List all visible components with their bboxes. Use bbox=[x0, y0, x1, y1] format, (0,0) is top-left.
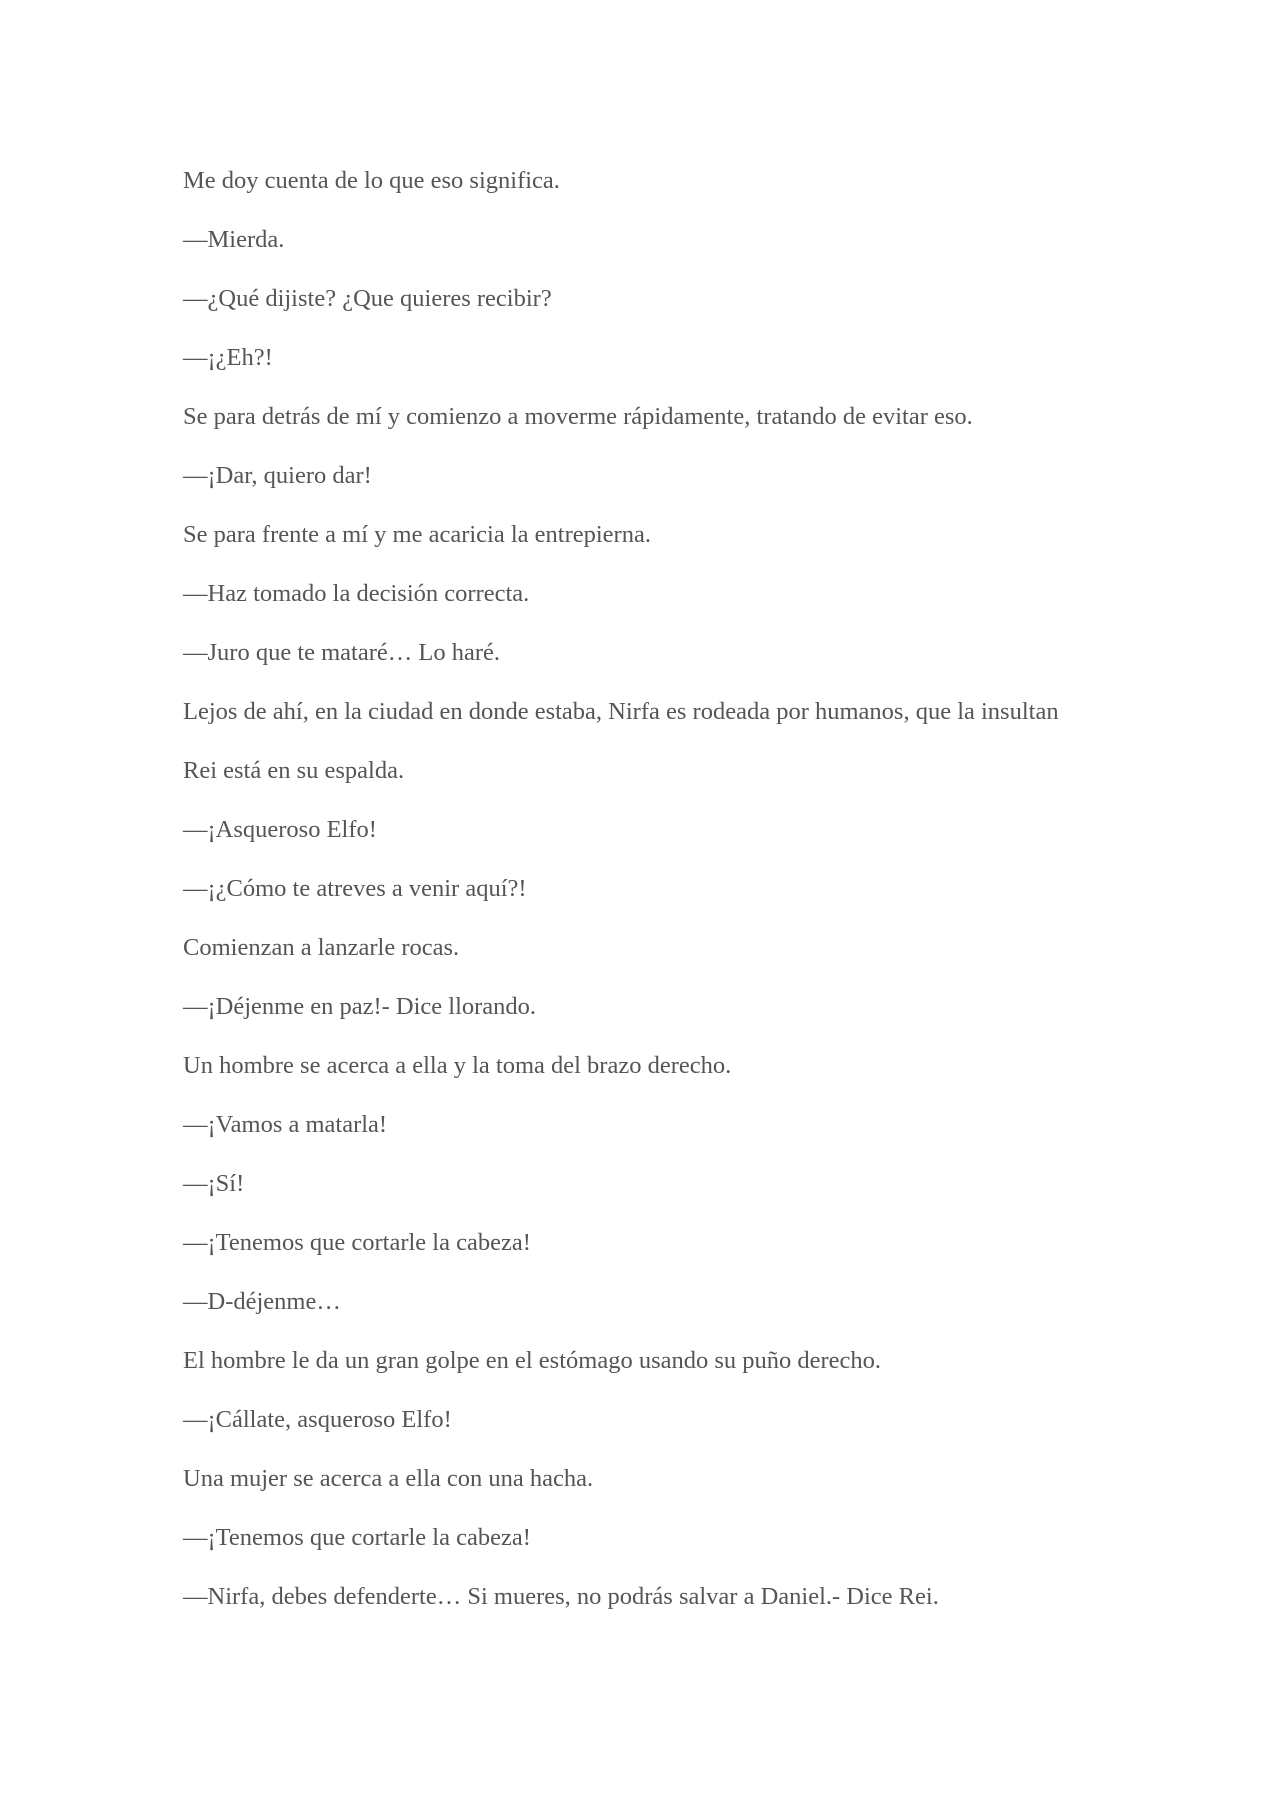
paragraph: Me doy cuenta de lo que eso significa. bbox=[183, 167, 560, 194]
paragraph: —¡Tenemos que cortarle la cabeza! bbox=[183, 1524, 531, 1551]
paragraph: Rei está en su espalda. bbox=[183, 757, 405, 784]
paragraph: El hombre le da un gran golpe en el estómago usando su puño derecho. bbox=[183, 1347, 882, 1374]
paragraph: —¡¿Cómo te atreves a venir aquí?! bbox=[183, 875, 527, 902]
document-body bbox=[183, 160, 1063, 1635]
paragraph: Comienzan a lanzarle rocas. bbox=[183, 934, 460, 961]
paragraph: Lejos de ahí, en la ciudad en donde estaba, Nirfa es rodeada por humanos, que la insultan bbox=[183, 698, 1059, 725]
paragraph: —¡¿Eh?! bbox=[183, 344, 273, 371]
paragraph: —¡Cállate, asqueroso Elfo! bbox=[183, 1406, 452, 1433]
paragraph: —Mierda. bbox=[183, 226, 285, 253]
paragraph: Se para detrás de mí y comienzo a moverme rápidamente, tratando de evitar eso. bbox=[183, 403, 973, 430]
paragraph: Un hombre se acerca a ella y la toma del brazo derecho. bbox=[183, 1052, 732, 1079]
paragraph: —¿Qué dijiste? ¿Que quieres recibir? bbox=[183, 285, 552, 312]
paragraph: —¡Déjenme en paz!- Dice llorando. bbox=[183, 993, 537, 1020]
paragraph: —¡Dar, quiero dar! bbox=[183, 462, 372, 489]
paragraph: —Nirfa, debes defenderte… Si mueres, no podrás salvar a Daniel.- Dice Rei. bbox=[183, 1583, 939, 1610]
paragraph: —D-déjenme… bbox=[183, 1288, 341, 1315]
paragraph: —¡Tenemos que cortarle la cabeza! bbox=[183, 1229, 531, 1256]
paragraph: —¡Sí! bbox=[183, 1170, 245, 1197]
paragraph: —Juro que te mataré… Lo haré. bbox=[183, 639, 501, 666]
paragraph: —¡Asqueroso Elfo! bbox=[183, 816, 377, 843]
paragraph: —¡Vamos a matarla! bbox=[183, 1111, 388, 1138]
paragraph: Se para frente a mí y me acaricia la entrepierna. bbox=[183, 521, 651, 548]
paragraph: —Haz tomado la decisión correcta. bbox=[183, 580, 530, 607]
paragraph: Una mujer se acerca a ella con una hacha. bbox=[183, 1465, 594, 1492]
